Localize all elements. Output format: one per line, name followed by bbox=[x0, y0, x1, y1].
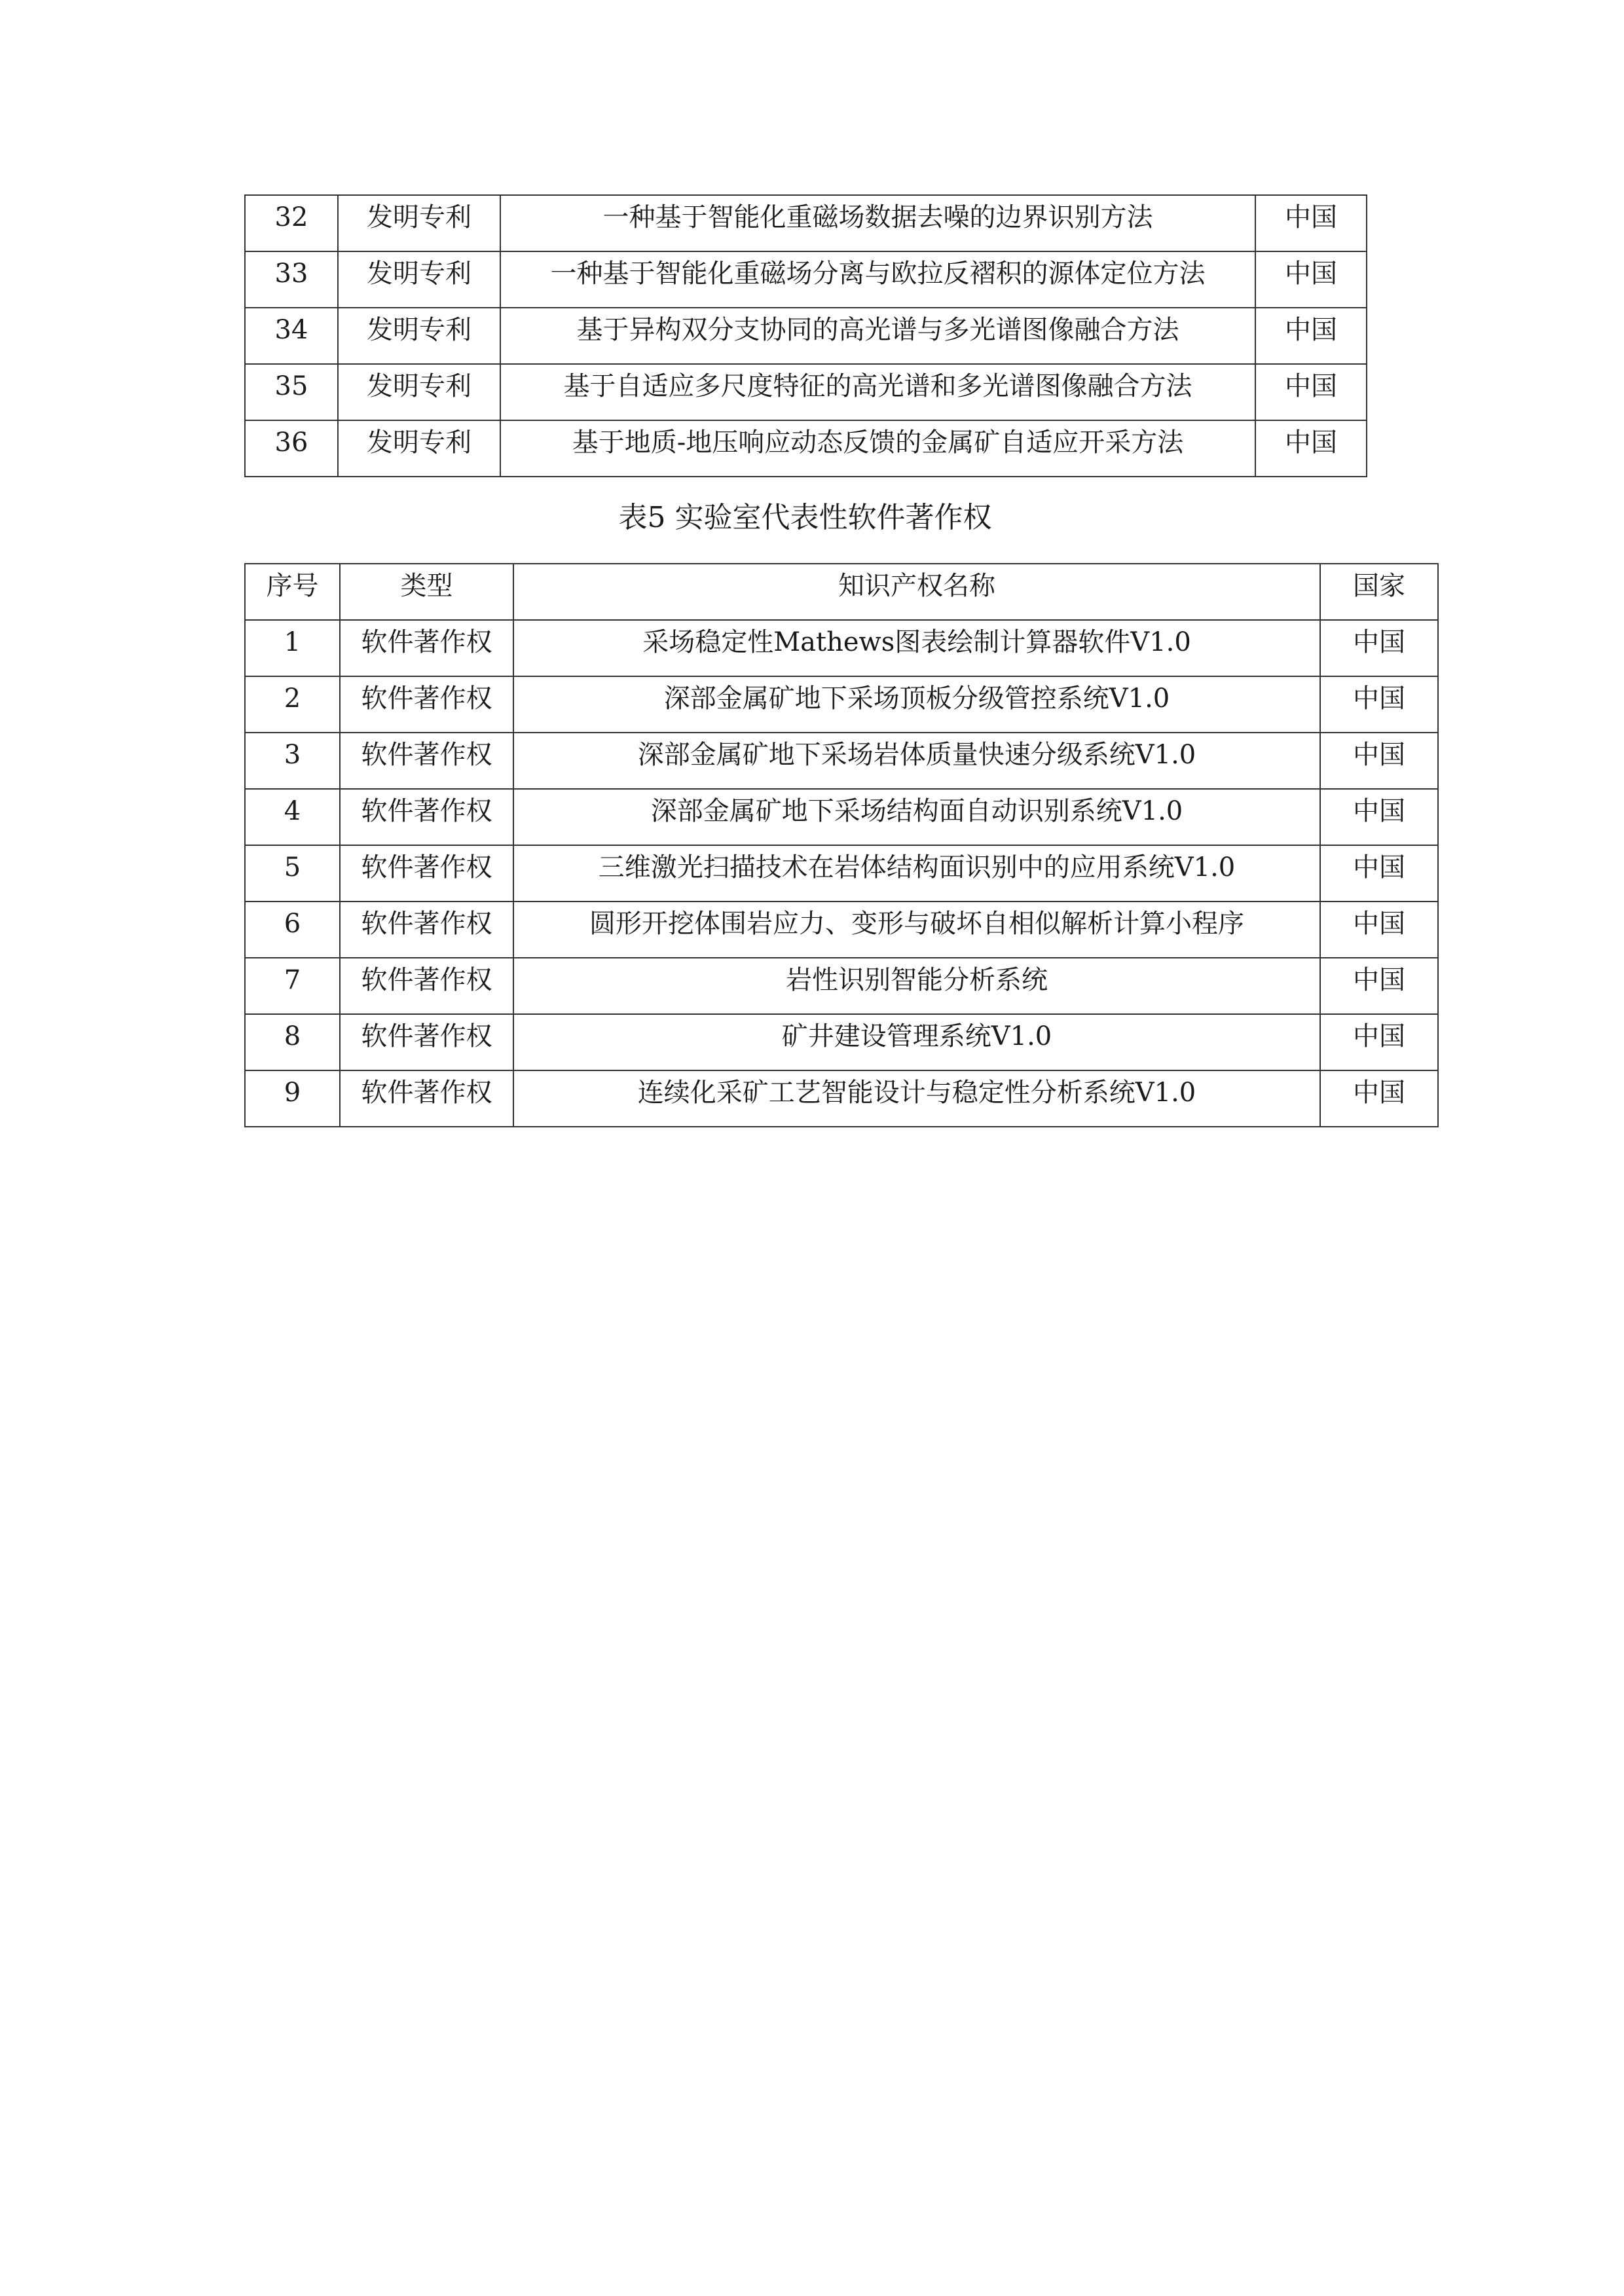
row-name: 基于异构双分支协同的高光谱与多光谱图像融合方法 bbox=[500, 308, 1255, 364]
row-number: 2 bbox=[245, 676, 340, 733]
row-name: 岩性识别智能分析系统 bbox=[513, 958, 1320, 1014]
row-number: 6 bbox=[245, 902, 340, 958]
row-number: 3 bbox=[245, 733, 340, 789]
row-type: 发明专利 bbox=[338, 251, 500, 308]
row-country: 中国 bbox=[1255, 308, 1367, 364]
row-type: 软件著作权 bbox=[340, 902, 513, 958]
row-country: 中国 bbox=[1320, 1014, 1438, 1070]
row-type: 软件著作权 bbox=[340, 620, 513, 676]
row-name: 三维激光扫描技术在岩体结构面识别中的应用系统V1.0 bbox=[513, 845, 1320, 902]
row-type: 软件著作权 bbox=[340, 733, 513, 789]
header-type: 类型 bbox=[340, 564, 513, 620]
row-country: 中国 bbox=[1320, 845, 1438, 902]
table-row bbox=[245, 676, 1438, 733]
row-country: 中国 bbox=[1320, 676, 1438, 733]
row-number: 1 bbox=[245, 620, 340, 676]
row-name: 深部金属矿地下采场顶板分级管控系统V1.0 bbox=[513, 676, 1320, 733]
row-name: 一种基于智能化重磁场分离与欧拉反褶积的源体定位方法 bbox=[500, 251, 1255, 308]
row-type: 软件著作权 bbox=[340, 845, 513, 902]
row-number: 35 bbox=[245, 364, 338, 420]
row-name: 连续化采矿工艺智能设计与稳定性分析系统V1.0 bbox=[513, 1070, 1320, 1127]
row-number: 4 bbox=[245, 789, 340, 845]
table-row bbox=[245, 733, 1438, 789]
row-type: 软件著作权 bbox=[340, 1070, 513, 1127]
row-country: 中国 bbox=[1255, 251, 1367, 308]
row-number: 32 bbox=[245, 195, 338, 251]
row-number: 7 bbox=[245, 958, 340, 1014]
row-number: 5 bbox=[245, 845, 340, 902]
row-type: 发明专利 bbox=[338, 308, 500, 364]
row-country: 中国 bbox=[1320, 789, 1438, 845]
table-caption: 表5 实验室代表性软件著作权 bbox=[618, 501, 992, 534]
table-row bbox=[245, 845, 1438, 902]
row-number: 36 bbox=[245, 420, 338, 477]
table-row bbox=[245, 789, 1438, 845]
table-row bbox=[245, 958, 1438, 1014]
row-country: 中国 bbox=[1320, 733, 1438, 789]
table-row bbox=[245, 364, 1367, 420]
row-name: 基于地质-地压响应动态反馈的金属矿自适应开采方法 bbox=[500, 420, 1255, 477]
table-row bbox=[245, 1014, 1438, 1070]
row-type: 发明专利 bbox=[338, 420, 500, 477]
row-number: 8 bbox=[245, 1014, 340, 1070]
table-row bbox=[245, 620, 1438, 676]
table-row bbox=[245, 195, 1367, 251]
row-country: 中国 bbox=[1255, 364, 1367, 420]
header-name: 知识产权名称 bbox=[513, 564, 1320, 620]
row-country: 中国 bbox=[1320, 958, 1438, 1014]
row-country: 中国 bbox=[1255, 420, 1367, 477]
table-row bbox=[245, 1070, 1438, 1127]
table-row bbox=[245, 420, 1367, 477]
patent-table-continued bbox=[244, 194, 1367, 477]
row-type: 软件著作权 bbox=[340, 676, 513, 733]
row-name: 一种基于智能化重磁场数据去噪的边界识别方法 bbox=[500, 195, 1255, 251]
row-name: 深部金属矿地下采场岩体质量快速分级系统V1.0 bbox=[513, 733, 1320, 789]
row-type: 发明专利 bbox=[338, 195, 500, 251]
row-type: 软件著作权 bbox=[340, 1014, 513, 1070]
row-number: 9 bbox=[245, 1070, 340, 1127]
row-number: 33 bbox=[245, 251, 338, 308]
row-name: 采场稳定性Mathews图表绘制计算器软件V1.0 bbox=[513, 620, 1320, 676]
row-country: 中国 bbox=[1320, 620, 1438, 676]
header-number: 序号 bbox=[245, 564, 340, 620]
row-type: 软件著作权 bbox=[340, 958, 513, 1014]
row-name: 矿井建设管理系统V1.0 bbox=[513, 1014, 1320, 1070]
row-country: 中国 bbox=[1320, 1070, 1438, 1127]
row-name: 基于自适应多尺度特征的高光谱和多光谱图像融合方法 bbox=[500, 364, 1255, 420]
row-country: 中国 bbox=[1255, 195, 1367, 251]
table-row bbox=[245, 251, 1367, 308]
row-number: 34 bbox=[245, 308, 338, 364]
row-name: 圆形开挖体围岩应力、变形与破坏自相似解析计算小程序 bbox=[513, 902, 1320, 958]
row-name: 深部金属矿地下采场结构面自动识别系统V1.0 bbox=[513, 789, 1320, 845]
table-row bbox=[245, 902, 1438, 958]
table-row bbox=[245, 308, 1367, 364]
row-type: 发明专利 bbox=[338, 364, 500, 420]
software-copyright-table bbox=[244, 563, 1439, 1127]
row-type: 软件著作权 bbox=[340, 789, 513, 845]
table-header-row bbox=[245, 564, 1438, 620]
row-country: 中国 bbox=[1320, 902, 1438, 958]
header-country: 国家 bbox=[1320, 564, 1438, 620]
